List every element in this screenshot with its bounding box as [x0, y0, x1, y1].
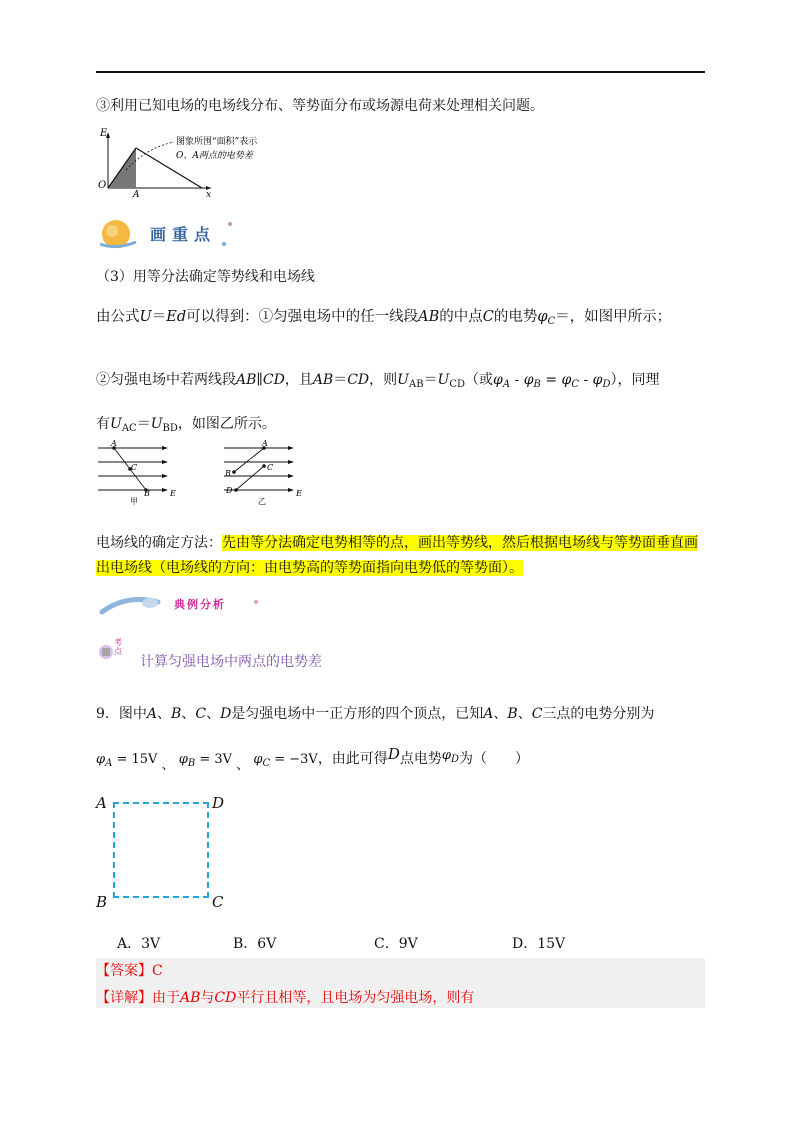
method-label: 电场线的确定方法：	[96, 535, 222, 551]
option-c[interactable]: C．9V	[374, 936, 418, 952]
svg-text:B: B	[144, 489, 150, 498]
item3-text: ③利用已知电场的电场线分布、等势面分布或场源电荷来处理相关问题。	[96, 98, 544, 114]
option-d[interactable]: D．15V	[512, 936, 566, 952]
vertex-d: D	[212, 794, 225, 812]
svg-text:乙: 乙	[258, 497, 266, 506]
uac-ubd-line: 有$U_{AC}=U_{BD}$，如图乙所示。	[96, 416, 276, 434]
vertex-a: A	[96, 794, 107, 812]
parallel-segment-line: ②匀强电场中若两线段AB∥CD，且AB＝CD，则$U_{AB}=U_{CD}$（或$\varphi_A - \varphi_B = \varphi_C - \varphi_D$），同理	[96, 372, 660, 390]
kaodian-icon	[96, 636, 136, 662]
e-x-graph	[96, 128, 316, 198]
answer-line	[96, 961, 163, 981]
figure-jia	[96, 440, 180, 506]
section3-title: （3）用等分法确定等势线和电场线	[96, 269, 315, 285]
banner-text: 画重点	[150, 225, 217, 244]
svg-text:D: D	[226, 486, 233, 495]
vertex-c: C	[212, 893, 224, 911]
e-label: E	[100, 128, 108, 139]
potentials-line: $\varphi_A = 15V$ 、 $\varphi_B = 3V$ 、 $\varphi_C = -3V$，由此可得D点电势$\varphi_D$为（ ）	[96, 745, 529, 773]
svg-text:甲: 甲	[130, 497, 138, 506]
option-b[interactable]: B．6V	[233, 936, 277, 952]
header-rule	[96, 71, 705, 73]
svg-text:B: B	[225, 469, 231, 478]
formula-line: 由公式U＝Ed可以得到：①匀强电场中的任一线段AB的中点C的电势$\varphi_C=$，如图甲所示；	[96, 309, 672, 327]
method-line-1	[96, 533, 698, 553]
square-figure	[113, 802, 209, 898]
vertex-b: B	[96, 893, 108, 911]
svg-text:E: E	[170, 489, 176, 498]
kaodian-icon-text: 考点	[114, 638, 122, 656]
answer-value: C	[152, 963, 163, 979]
origin-label: O	[98, 180, 107, 191]
question-stem: 9．图中A、B、C、D是匀强电场中一正方形的四个顶点，已知A、B、C三点的电势分别为	[96, 706, 655, 722]
svg-text:C: C	[267, 463, 274, 472]
kaodian-text: 计算匀强电场中两点的电势差	[140, 654, 322, 670]
method-line-2	[96, 558, 523, 578]
answer-label: 【答案】	[96, 963, 152, 979]
dianli-banner	[96, 590, 264, 620]
svg-text:A: A	[111, 440, 117, 448]
figure-yi	[222, 440, 306, 506]
a-label: A	[133, 190, 140, 198]
graph-note-1: 图象所围“面积”表示	[176, 137, 258, 147]
method-highlight-1: 先由等分法确定电势相等的点，画出等势线，然后根据电场线与等势面垂直画	[222, 535, 698, 551]
svg-text:C: C	[131, 463, 138, 472]
detail-label: 【详解】	[96, 990, 152, 1006]
dianli-text: 典例分析	[174, 598, 226, 611]
svg-text:A: A	[262, 440, 268, 448]
detail-line: 【详解】由于AB与CD平行且相等，且电场为匀强电场，则有	[96, 990, 475, 1006]
method-highlight-2: 出电场线（电场线的方向：由电势高的等势面指向电势低的等势面）。	[96, 560, 523, 576]
x-label: x	[206, 190, 212, 198]
huazhongdian-banner	[96, 214, 236, 250]
svg-text:E: E	[296, 489, 302, 498]
option-a[interactable]: A．3V	[117, 936, 161, 952]
graph-note-2: O、A两点的电势差	[176, 151, 253, 161]
